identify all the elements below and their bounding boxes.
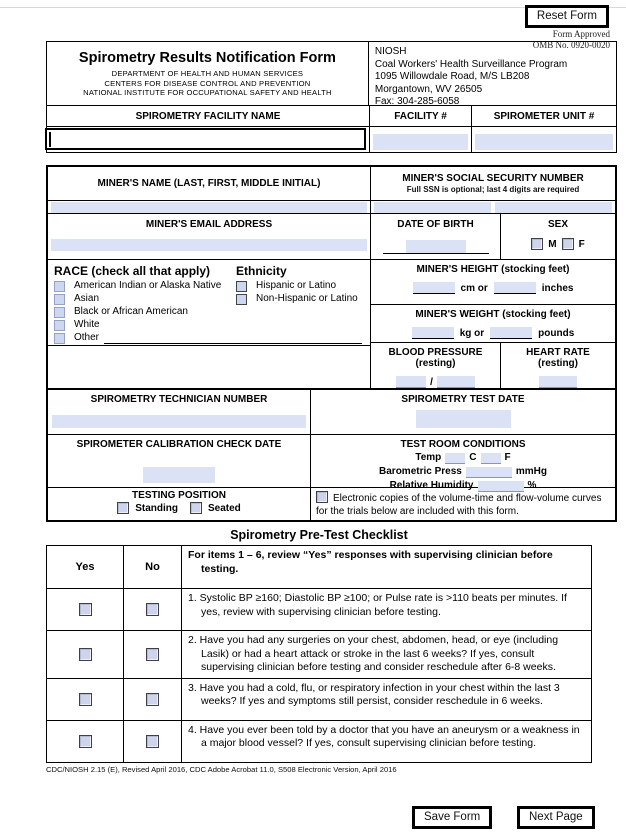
- facility-name-label: SPIROMETRY FACILITY NAME: [135, 110, 281, 122]
- header-row: [47, 39, 616, 107]
- dob-cell: [370, 214, 500, 259]
- calibration-date-input[interactable]: [143, 467, 215, 483]
- facility-number-cell: [369, 127, 471, 152]
- seated-label: Seated: [207, 502, 241, 514]
- email-dob-sex-row: [48, 213, 615, 259]
- page-title: Spirometry Results Notification Form: [78, 50, 336, 66]
- weight-kg-input[interactable]: [412, 327, 454, 339]
- barometric-line: [379, 465, 547, 478]
- item1-no-cell: [123, 589, 181, 630]
- bp-label: BLOOD PRESSURE: [388, 347, 483, 358]
- item1-text: 1. Systolic BP ≥160; Diastolic BP ≥100; or Pulse rate is >110 beats per minutes. If yes, review with supervising clinician before testing.: [181, 589, 591, 630]
- race-option-label: American Indian or Alaska Native: [74, 280, 222, 291]
- bp-diastolic-input[interactable]: [437, 376, 475, 388]
- barometric-input[interactable]: [466, 467, 512, 478]
- weight-unit-pounds: pounds: [538, 328, 575, 340]
- miner-field-row: [48, 200, 615, 213]
- heart-rate-cell: [501, 343, 615, 388]
- dept-line-3: NATIONAL INSTITUTE FOR OCCUPATIONAL SAFETY AND HEALTH: [83, 88, 332, 97]
- miner-header-row: [48, 167, 615, 200]
- checklist-header-row: [47, 546, 591, 588]
- technician-number-input[interactable]: [52, 415, 306, 428]
- agency-program: Coal Workers' Health Surveillance Program: [374, 58, 568, 70]
- hr-sub-label: (resting): [538, 358, 578, 369]
- race-option-black: [54, 306, 236, 318]
- item2-yes-checkbox[interactable]: [79, 648, 92, 661]
- test-info-table: [46, 388, 617, 522]
- ethnicity-option-label: Hispanic or Latino: [256, 280, 337, 291]
- race-white-checkbox[interactable]: [54, 320, 65, 331]
- weight-label: MINER'S WEIGHT (stocking feet): [415, 309, 571, 321]
- miner-ssn-header: [370, 167, 615, 200]
- spirometer-unit-input[interactable]: [475, 134, 613, 150]
- test-date-label: SPIROMETRY TEST DATE: [401, 394, 525, 405]
- calibration-row: [48, 434, 615, 491]
- race-option-american-indian: [54, 280, 236, 292]
- checklist-row-1: [47, 588, 591, 630]
- electronic-copies-note: Electronic copies of the volume-time and flow-volume curves for the trials below are included with this form.: [316, 493, 602, 517]
- no-column-header: No: [123, 546, 181, 588]
- barometric-unit: mmHg: [515, 466, 547, 477]
- position-options: [48, 502, 310, 514]
- test-date-cell: [310, 390, 615, 434]
- item1-yes-cell: [47, 589, 123, 630]
- height-fields: [371, 282, 615, 294]
- weight-fields: [371, 327, 615, 339]
- temp-label: Temp: [415, 452, 442, 463]
- race-option-asian: [54, 293, 236, 305]
- bp-fields: [371, 376, 500, 388]
- race-group: [54, 264, 236, 345]
- save-form-button[interactable]: Save Form: [412, 806, 492, 829]
- item4-no-checkbox[interactable]: [146, 735, 159, 748]
- hr-fields: [501, 376, 615, 388]
- item1-no-checkbox[interactable]: [146, 603, 159, 616]
- checklist-row-4: [47, 720, 591, 762]
- height-inches-input[interactable]: [494, 282, 536, 294]
- standing-label: Standing: [135, 502, 178, 514]
- ssn-note: Full SSN is optional; last 4 digits are required: [406, 185, 580, 194]
- yes-column-header: Yes: [75, 561, 95, 573]
- height-cell: [371, 260, 615, 305]
- position-row: [48, 487, 615, 520]
- spirometer-unit-cell: [471, 127, 616, 152]
- room-conditions-cell: [310, 435, 615, 491]
- temp-c-label: C: [469, 452, 477, 463]
- height-unit-cm: cm or: [460, 283, 488, 294]
- item4-yes-cell: [47, 721, 123, 762]
- bp-systolic-input[interactable]: [396, 376, 426, 388]
- section-gap: [46, 153, 617, 165]
- checklist-row-2: [47, 630, 591, 678]
- race-label: RACE (check all that apply): [54, 264, 211, 278]
- sex-male-label: M: [548, 238, 557, 250]
- temp-f-input[interactable]: [481, 453, 501, 464]
- ethnicity-group: [236, 264, 364, 345]
- height-cm-input[interactable]: [413, 282, 455, 294]
- humidity-label: Relative Humidity: [389, 480, 474, 491]
- item2-yes-cell: [47, 631, 123, 678]
- sex-options: [531, 238, 584, 250]
- bp-sub-label: (resting): [415, 358, 456, 369]
- heart-rate-input[interactable]: [539, 376, 577, 388]
- race-american-indian-checkbox[interactable]: [54, 281, 65, 292]
- ethnicity-option-label: Non-Hispanic or Latino: [256, 293, 358, 304]
- dob-label: DATE OF BIRTH: [397, 219, 474, 230]
- race-asian-checkbox[interactable]: [54, 294, 65, 305]
- blood-pressure-cell: [371, 343, 501, 388]
- calibration-cell: [48, 435, 310, 487]
- race-option-label: Other: [74, 332, 100, 343]
- item2-no-cell: [123, 631, 181, 678]
- facility-input-row: [47, 126, 616, 152]
- agency-street: 1095 Willowdale Road, M/S LB208: [374, 71, 530, 82]
- form-title-block: [47, 42, 368, 105]
- form-version-footer: CDC/NIOSH 2.15 (E), Revised April 2016, CDC Adobe Acrobat 11.0, S508 Electronic Version, April 2016: [46, 764, 397, 774]
- miner-ssn-label: MINER'S SOCIAL SECURITY NUMBER: [402, 173, 584, 184]
- race-vitals-row: [48, 259, 615, 388]
- vitals-column: [370, 260, 615, 388]
- item4-text: 4. Have you ever been told by a doctor that you have an aneurysm or a weakness in a major blood vessel? If yes, consult supervising clinician before testing.: [181, 721, 591, 762]
- next-page-button[interactable]: Next Page: [517, 806, 595, 829]
- ethnicity-option-hispanic: [236, 280, 364, 292]
- form-body: [46, 41, 617, 774]
- bp-separator: /: [430, 376, 433, 388]
- race-option-white: [54, 319, 236, 331]
- technician-label: SPIROMETRY TECHNICIAN NUMBER: [90, 394, 268, 405]
- email-cell: [48, 214, 370, 259]
- text-cursor: [49, 132, 51, 147]
- facility-name-input[interactable]: [45, 128, 366, 150]
- facility-number-input[interactable]: [373, 134, 468, 150]
- weight-cell: [371, 305, 615, 343]
- weight-pounds-input[interactable]: [490, 327, 532, 339]
- sex-female-label: F: [578, 238, 585, 250]
- checklist-row-3: [47, 678, 591, 720]
- humidity-unit: %: [527, 480, 537, 491]
- technician-row: [48, 390, 615, 434]
- temp-line: [415, 451, 510, 464]
- sex-label: SEX: [547, 219, 568, 230]
- temp-f-label: F: [504, 452, 511, 463]
- temp-c-input[interactable]: [445, 453, 465, 464]
- checklist-instructions: For items 1 – 6, review “Yes” responses with supervising clinician before testing.: [181, 546, 591, 588]
- seated-checkbox[interactable]: [190, 502, 202, 514]
- dept-line-2: CENTERS FOR DISEASE CONTROL AND PREVENTION: [104, 78, 311, 88]
- item4-yes-checkbox[interactable]: [79, 735, 92, 748]
- dob-input[interactable]: [406, 240, 466, 253]
- miner-info-table: [46, 165, 617, 390]
- agency-address-block: [368, 39, 616, 107]
- facility-label-row: [47, 105, 616, 126]
- race-option-label: Black or African American: [74, 306, 188, 317]
- ssn-full-input[interactable]: [374, 202, 491, 213]
- bp-hr-row: [371, 343, 615, 388]
- testing-position-label: TESTING POSITION: [132, 490, 226, 501]
- height-label: MINER'S HEIGHT (stocking feet): [416, 264, 570, 275]
- room-conditions-label: TEST ROOM CONDITIONS: [400, 439, 526, 450]
- item4-no-cell: [123, 721, 181, 762]
- item3-yes-cell: [47, 679, 123, 720]
- sex-female-checkbox[interactable]: [562, 238, 574, 250]
- miner-ssn-cell: [370, 201, 615, 213]
- race-option-label: Asian: [74, 293, 100, 304]
- ethnicity-hispanic-checkbox[interactable]: [236, 281, 247, 292]
- reset-form-button[interactable]: Reset Form: [525, 5, 609, 28]
- facility-name-cell: [47, 127, 369, 152]
- email-label: MINER'S EMAIL ADDRESS: [145, 219, 273, 230]
- ssn-last4-input[interactable]: [495, 202, 612, 213]
- electronic-copies-checkbox[interactable]: [316, 491, 328, 503]
- race-black-checkbox[interactable]: [54, 307, 65, 318]
- item3-text: 3. Have you had a cold, flu, or respiratory infection in your chest within the last 3 weeks? If yes and symptoms still persist, consider reschedule in 6 weeks.: [181, 679, 591, 720]
- agency-fax: Fax: 304-285-6058: [374, 96, 460, 107]
- header-table: [46, 41, 617, 153]
- item2-no-checkbox[interactable]: [146, 648, 159, 661]
- dob-underline: [383, 240, 489, 254]
- sex-male-checkbox[interactable]: [531, 238, 543, 250]
- pretest-checklist-table: [46, 545, 592, 763]
- height-unit-inches: inches: [541, 283, 574, 294]
- miner-name-input[interactable]: [51, 202, 367, 213]
- item3-yes-checkbox[interactable]: [79, 693, 92, 706]
- omb-number: OMB No. 0920-0020: [532, 39, 610, 50]
- ethnicity-label: Ethnicity: [236, 264, 287, 278]
- ethnicity-non-hispanic-checkbox[interactable]: [236, 294, 247, 305]
- checklist-title: Spirometry Pre-Test Checklist: [230, 528, 408, 542]
- email-input[interactable]: [51, 239, 367, 251]
- standing-checkbox[interactable]: [117, 502, 129, 514]
- item2-text: 2. Have you had any surgeries on your chest, abdomen, head, or eye (including Lasik) or had a heart attack or stroke in the last 6 weeks? If yes, consult supervising clinician before testing and consider reschedule after 6-8 weeks.: [181, 631, 591, 678]
- agency-name: NIOSH: [374, 46, 407, 57]
- item3-no-checkbox[interactable]: [146, 693, 159, 706]
- form-approved-line: Form Approved: [552, 29, 610, 39]
- ethnicity-option-non-hispanic: [236, 293, 364, 305]
- spirometer-unit-label: SPIROMETER UNIT #: [471, 106, 616, 126]
- item3-no-cell: [123, 679, 181, 720]
- calibration-label: SPIROMETER CALIBRATION CHECK DATE: [76, 439, 282, 450]
- electronic-copies-cell: [310, 488, 615, 520]
- facility-number-label: FACILITY #: [369, 106, 471, 126]
- miner-name-label: MINER'S NAME (LAST, FIRST, MIDDLE INITIAL): [97, 178, 321, 189]
- race-cell-divider: [48, 345, 370, 346]
- race-option-label: White: [74, 319, 100, 330]
- race-ethnicity-cell: [48, 260, 370, 388]
- test-date-input[interactable]: [416, 410, 511, 428]
- weight-unit-kg: kg or: [459, 328, 485, 340]
- barometric-label: Barometric Press: [379, 466, 462, 477]
- item1-yes-checkbox[interactable]: [79, 603, 92, 616]
- race-other-checkbox[interactable]: [54, 333, 65, 344]
- testing-position-cell: [48, 488, 310, 520]
- sex-cell: [500, 214, 615, 259]
- hr-label: HEART RATE: [526, 347, 590, 358]
- technician-cell: [48, 390, 310, 434]
- dept-line-1: DEPARTMENT OF HEALTH AND HUMAN SERVICES: [111, 69, 304, 78]
- miner-name-cell: [48, 201, 370, 213]
- agency-city: Morgantown, WV 26505: [374, 83, 483, 95]
